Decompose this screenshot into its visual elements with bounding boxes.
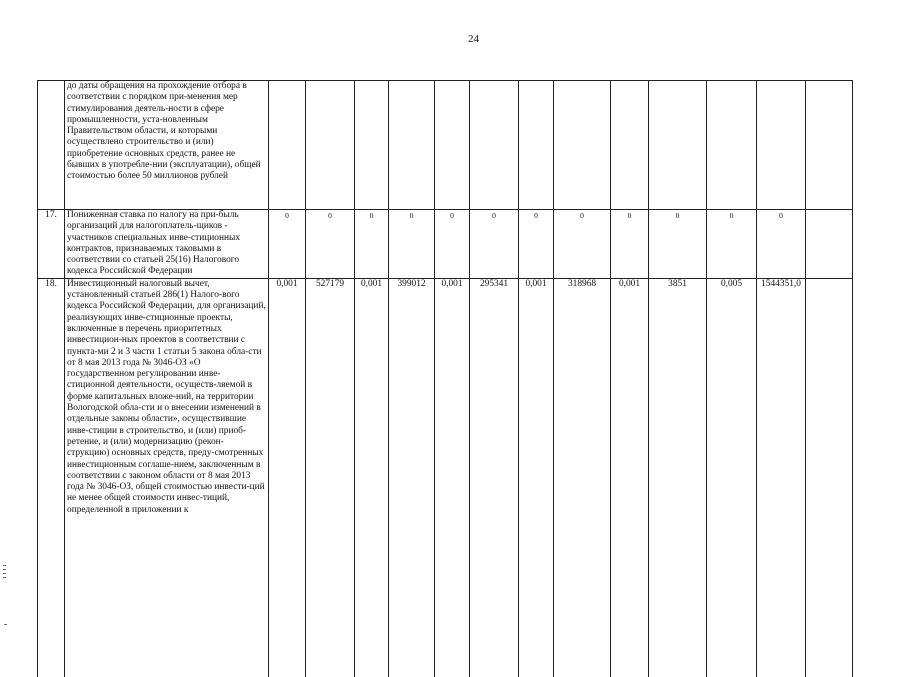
value-cell: 0 — [269, 210, 306, 279]
value-cell: 0 — [435, 210, 470, 279]
value-cell: 0,005 — [707, 278, 757, 677]
value-cell — [470, 81, 519, 210]
value-cell: 399012 — [389, 278, 435, 677]
value-cell: 0 — [707, 210, 757, 279]
value-cell: 0 — [470, 210, 519, 279]
value-cell: 318968 — [554, 278, 611, 677]
value-cell: 0,001 — [269, 278, 306, 677]
value-cell — [611, 81, 649, 210]
value-cell: 0,001 — [355, 278, 389, 677]
value-cell: 0,001 — [519, 278, 554, 677]
value-cell: 0,001 — [435, 278, 470, 677]
value-cell: 0 — [554, 210, 611, 279]
value-cell — [355, 81, 389, 210]
value-cell: 1544351,0 — [757, 278, 806, 677]
empty-cell — [806, 81, 853, 210]
row-number: 18. — [38, 278, 65, 677]
table-row — [38, 81, 853, 210]
value-cell: 0 — [611, 210, 649, 279]
row-number — [38, 81, 65, 210]
value-cell — [649, 81, 707, 210]
row-description: Пониженная ставка по налогу на при-быль организаций для налогоплатель-щиков - участников специальных инве-стиционных контрактов, признаваемых таковыми в соответствии со статьей 25(16) Налогового кодекса Российской Федерации — [65, 210, 269, 279]
row-description: Инвестиционный налоговый вычет, установленный статьей 286(1) Налого-вого кодекса Российской Федерации, для организаций, реализующих инве-стиционные проекты, включенные в перечень приоритетных инвестицион-ных проектов в соответствии с пункта-ми 2 и 3 части 1 статьи 5 закона обла-сти от 8 мая 2013 года № 3046-ОЗ «О государственном регулировании инве-стиционной деятельности, осуществ-ляемой в форме капитальных вложе-ний, на территории Вологодской обла-сти и о внесении изменений в отдельные законы области», осуществившие инве-стиции в строительство, и (или) приоб-ретение, и (или) модернизацию (рекон-струкцию) основных средств, преду-смотренных инвестиционным соглаше-нием, заключенным в соответствии с законом области от 8 мая 2013 года № 3046-ОЗ, общей стоимостью инвести-ций не менее общей стоимости инвес-тиций, определенной в приложении к — [65, 278, 269, 677]
scan-edge-marks — [3, 565, 7, 593]
value-cell: 0 — [306, 210, 355, 279]
row-number: 17. — [38, 210, 65, 279]
value-cell — [554, 81, 611, 210]
table-row — [38, 210, 853, 279]
value-cell — [519, 81, 554, 210]
value-cell: 3851 — [649, 278, 707, 677]
value-cell — [707, 81, 757, 210]
empty-cell — [806, 210, 853, 279]
value-cell: 0 — [649, 210, 707, 279]
table-row — [38, 278, 853, 677]
value-cell — [435, 81, 470, 210]
value-cell: 0 — [757, 210, 806, 279]
value-cell: 527179 — [306, 278, 355, 677]
row-description: до даты обращения на прохождение отбора в соответствии с порядком при-менения мер стимулирования деятель-ности в сфере промышленности, уста-новленным Правительством области, и которыми осуществлено строительство и (или) приобретение основных средств, ранее не бывших в употребле-нии (эксплуатации), общей стоимостью более 50 миллионов рублей — [65, 81, 269, 210]
value-cell: 295341 — [470, 278, 519, 677]
benefits-table — [37, 80, 853, 677]
value-cell: 0,001 — [611, 278, 649, 677]
value-cell — [389, 81, 435, 210]
value-cell: 0 — [519, 210, 554, 279]
value-cell: 0 — [355, 210, 389, 279]
value-cell — [306, 81, 355, 210]
value-cell: 0 — [389, 210, 435, 279]
empty-cell — [806, 278, 853, 677]
scan-corner-mark — [4, 624, 7, 625]
value-cell — [269, 81, 306, 210]
value-cell — [757, 81, 806, 210]
page-number: 24 — [468, 33, 479, 45]
